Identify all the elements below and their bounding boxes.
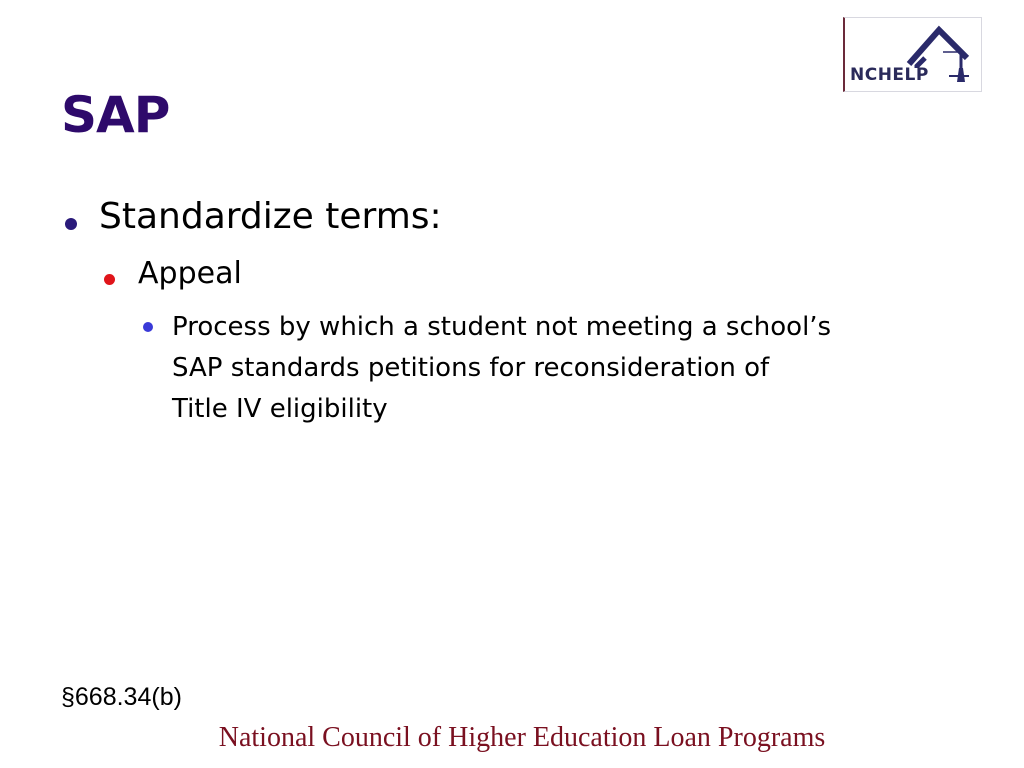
bullet-level3-line: Process by which a student not meeting a school’s — [172, 312, 832, 342]
bullet-level3-line: SAP standards petitions for reconsideration of — [172, 353, 770, 383]
nchelp-logo — [843, 17, 982, 92]
bullet-level1-text: Standardize terms: — [99, 196, 442, 237]
slide-title: SAP — [61, 86, 170, 144]
footer-organization-name: National Council of Higher Education Loan Programs — [218, 722, 826, 753]
bullet-level3-icon — [143, 322, 153, 332]
bullet-level3-line: Title IV eligibility — [172, 394, 388, 424]
bullet-level2-icon — [104, 274, 115, 285]
bullet-level1-icon — [65, 218, 77, 230]
logo-text: NCHELP — [850, 65, 929, 85]
bullet-level3-text — [172, 307, 962, 430]
regulation-citation: §668.34(b) — [61, 683, 182, 711]
bullet-level2-text: Appeal — [138, 256, 242, 291]
